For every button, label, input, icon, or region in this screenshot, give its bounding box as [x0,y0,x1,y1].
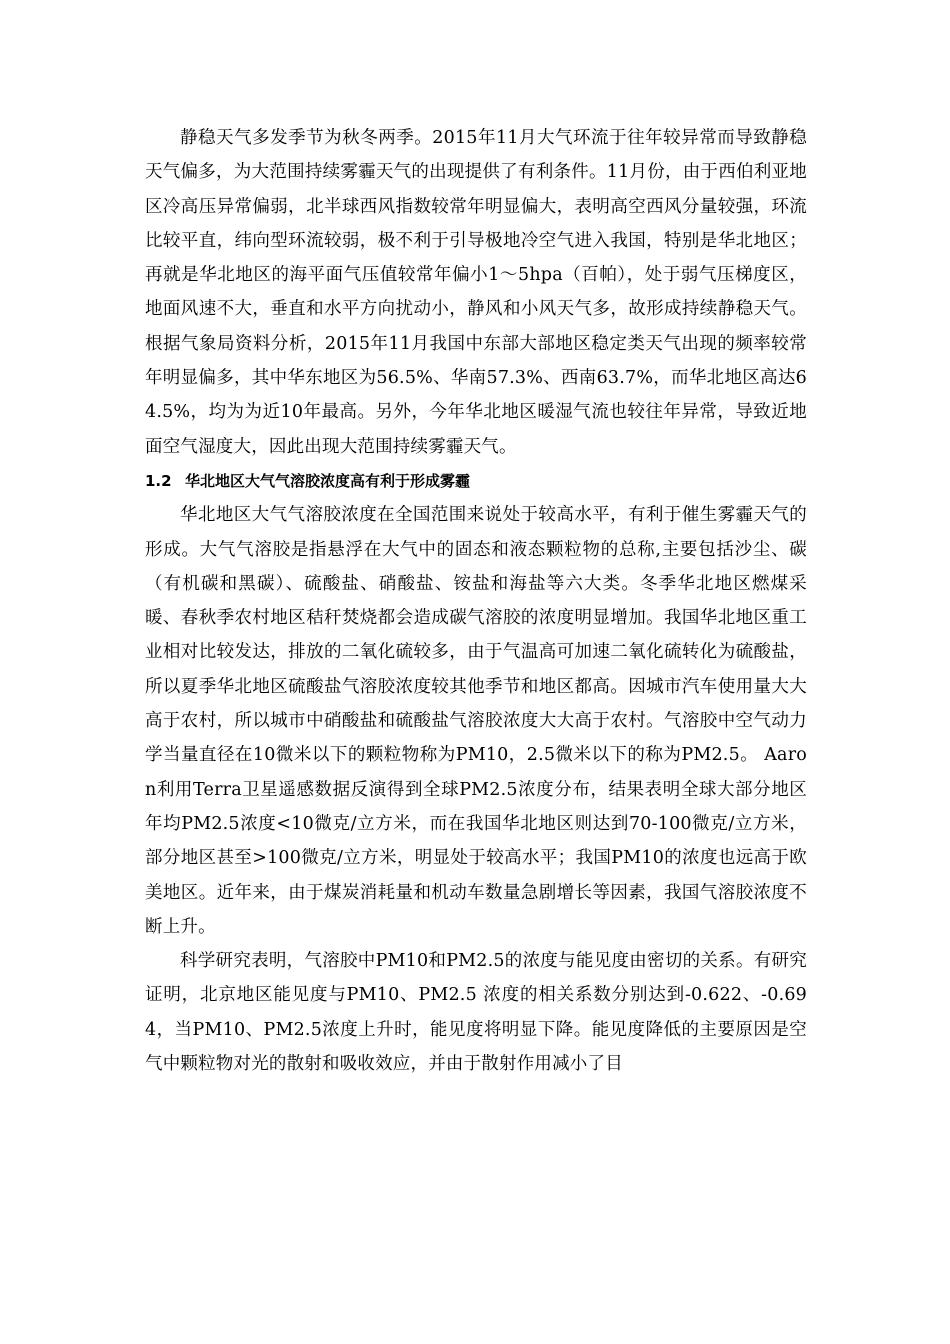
section-number: 1.2 [145,471,172,490]
document-page [145,121,807,1081]
paragraph-aerosol-concentration: 华北地区大气气溶胶浓度在全国范围来说处于较高水平，有利于催生雾霾天气的形成。大气气溶胶是指悬浮在大气中的固态和液态颗粒物的总称,主要包括沙尘、碳（有机碳和黑碳）、硫酸盐、硝酸盐、铵盐和海盐等六大类。冬季华北地区燃煤采暖、春秋季农村地区秸秆焚烧都会造成碳气溶胶的浓度明显增加。我国华北地区重工业相对比较发达，排放的二氧化硫较多，由于气温高可加速二氧化硫转化为硫酸盐，所以夏季华北地区硫酸盐气溶胶浓度较其他季节和地区都高。因城市汽车使用量大大高于农村，所以城市中硝酸盐和硫酸盐气溶胶浓度大大高于农村。气溶胶中空气动力学当量直径在10微米以下的颗粒物称为PM10，2.5微米以下的称为PM2.5。 Aaron利用Terra卫星遥感数据反演得到全球PM2.5浓度分布，结果表明全球大部分地区年均PM2.5浓度<10微克/立方米，而在我国华北地区则达到70-100微克/立方米，部分地区甚至>100微克/立方米，明显处于较高水平；我国PM10的浓度也远高于欧美地区。近年来，由于煤炭消耗量和机动车数量急剧增长等因素，我国气溶胶浓度不断上升。 [145,505,807,937]
section-title: 华北地区大气气溶胶浓度高有利于形成雾霾 [185,471,471,490]
section-heading [145,464,807,498]
paragraph-static-weather: 静稳天气多发季节为秋冬两季。2015年11月大气环流于往年较异常而导致静稳天气偏多，为大范围持续雾霾天气的出现提供了有利条件。11月份，由于西伯利亚地区冷高压异常偏弱，北半球西风指数较常年明显偏大，表明高空西风分量较强，环流比较平直，纬向型环流较弱，极不利于引导极地冷空气进入我国，特别是华北地区；再就是华北地区的海平面气压值较常年偏小1～5hpa（百帕），处于弱气压梯度区，地面风速不大，垂直和水平方向扰动小，静风和小风天气多，故形成持续静稳天气。根据气象局资料分析，2015年11月我国中东部大部地区稳定类天气出现的频率较常年明显偏多，其中华东地区为56.5%、华南57.3%、西南63.7%，而华北地区高达64.5%，均为为近10年最高。另外，今年华北地区暖湿气流也较往年异常，导致近地面空气湿度大，因此出现大范围持续雾霾天气。 [145,128,807,457]
paragraph-visibility-correlation: 科学研究表明，气溶胶中PM10和PM2.5的浓度与能见度由密切的关系。有研究证明，北京地区能见度与PM10、PM2.5 浓度的相关系数分别达到-0.622、-0.694，当PM10、PM2.5浓度上升时，能见度将明显下降。能见度降低的主要原因是空气中颗粒物对光的散射和吸收效应，并由于散射作用减小了目 [145,951,807,1075]
